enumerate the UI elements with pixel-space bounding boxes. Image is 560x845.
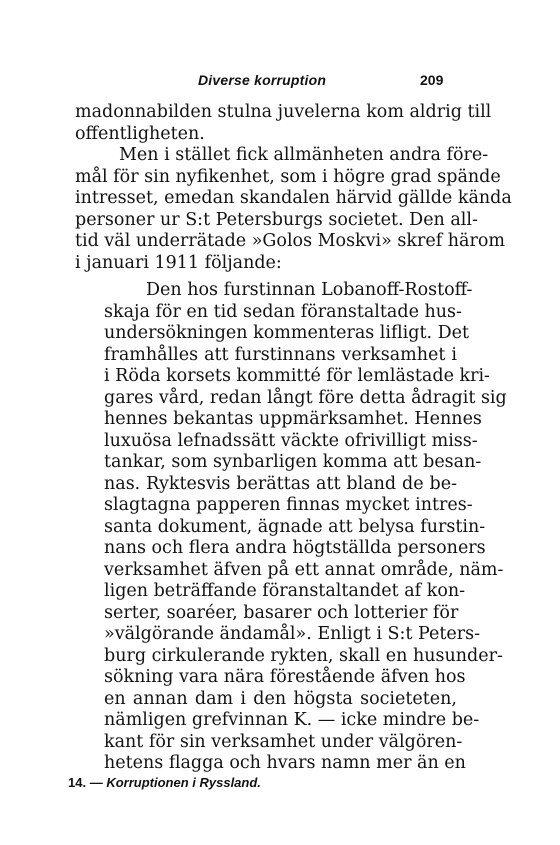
- text-line: i januari 1911 följande:: [75, 252, 282, 273]
- signature-dash: —: [89, 775, 103, 790]
- quote-line: tankar, som synbarligen komma att besan-: [104, 452, 482, 472]
- quote-line: nämligen grefvinnan K. — icke mindre be-: [104, 710, 480, 730]
- quote-line: i Röda korsets kommitté för lemlästade kri-: [104, 366, 490, 386]
- signature-number: 14.: [68, 775, 87, 790]
- quote-line: kant för sin verksamhet under välgören-: [104, 731, 463, 752]
- quote-line: hetens flagga och hvars namn mer än en: [104, 753, 466, 773]
- quote-line: gares vård, redan långt före detta ådragit sig: [104, 387, 507, 408]
- quote-line: en annan dam i den högsta societeten,: [104, 688, 457, 709]
- signature-title: Korruptionen i Ryssland.: [106, 775, 261, 790]
- quote-line: burg cirkulerande rykten, skall en husunder-: [104, 645, 503, 666]
- quote-line: hennes bekantas uppmärksamhet. Hennes: [104, 409, 482, 429]
- page-number: 209: [420, 72, 444, 88]
- quote-line: slagtagna papperen finnas mycket intres-: [104, 495, 473, 515]
- quote-line: verksamhet äfven på ett annat område, näm-: [104, 559, 504, 580]
- paragraph-2: [75, 145, 512, 274]
- quote-line: framhålles att furstinnans verksamhet i: [104, 344, 457, 365]
- quote-line: serter, soaréer, basarer och lotterier för: [104, 602, 459, 623]
- text-body: [75, 102, 512, 775]
- running-head: [0, 72, 560, 94]
- block-quote: [75, 280, 507, 775]
- quote-line: santa dokument, ägnade att belysa furstin-: [104, 516, 486, 537]
- quote-line: »välgörande ändamål». Enligt i S:t Peters-: [104, 624, 481, 644]
- quote-line: luxuösa lefnadssätt väckte ofrivilligt miss-: [104, 430, 478, 451]
- quote-line: undersökningen kommenteras lifligt. Det: [104, 323, 470, 343]
- quote-line: nas. Ryktesvis berättas att bland de be-: [104, 473, 457, 494]
- text-line: Men i stället fick allmänheten andra före-: [119, 145, 489, 165]
- quote-line: skaja för en tid sedan föranstaltade hus-: [104, 301, 462, 322]
- quote-line: sökning vara nära förestående äfven hos: [104, 667, 466, 687]
- running-title: Diverse korruption: [198, 72, 327, 88]
- text-line: offentligheten.: [75, 123, 205, 144]
- quote-line: Den hos furstinnan Lobanoff-Rostoff-: [146, 280, 473, 300]
- text-line: madonnabilden stulna juvelerna kom aldrig till: [75, 102, 492, 122]
- text-line: mål för sin nyfikenhet, som i högre grad spände: [75, 166, 501, 187]
- signature-mark: [68, 775, 261, 790]
- text-line: intresset, emedan skandalen härvid gällde kända: [75, 188, 512, 208]
- paragraph-1: [75, 102, 492, 145]
- text-line: personer ur S:t Petersburgs societet. Den all-: [75, 209, 478, 230]
- quote-line: ligen beträffande föranstaltandet af kon-: [104, 581, 466, 601]
- quote-line: nans och flera andra högtställda personers: [104, 538, 486, 558]
- text-line: tid väl underrätade »Golos Moskvi» skref härom: [75, 231, 505, 251]
